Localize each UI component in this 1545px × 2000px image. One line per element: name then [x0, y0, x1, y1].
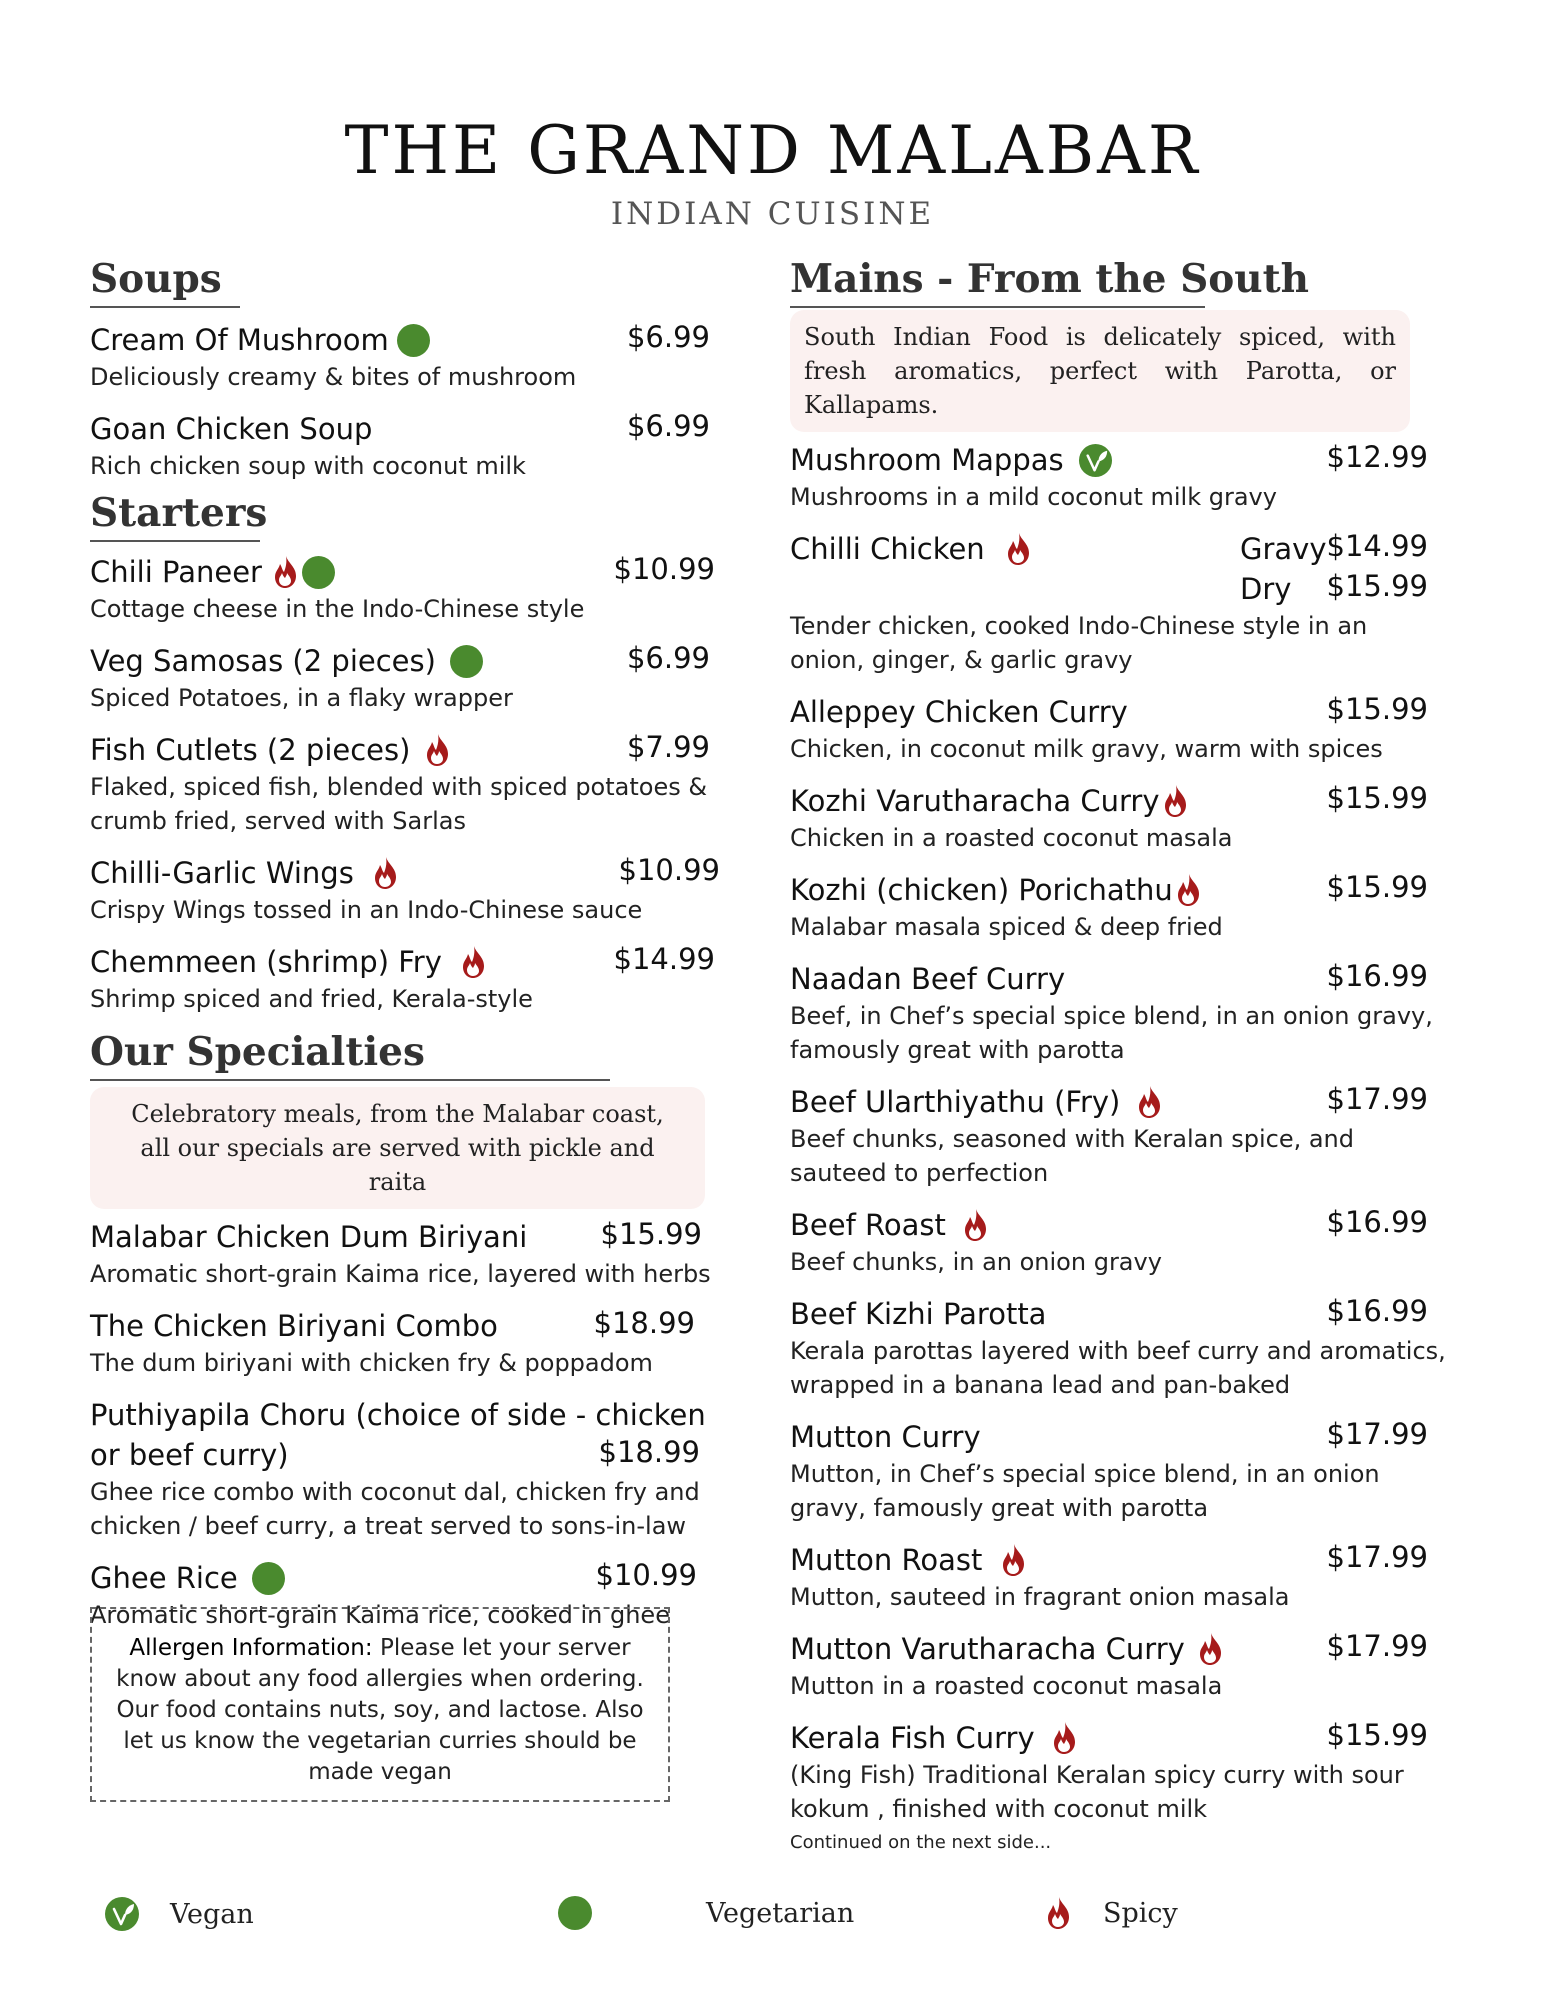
item-description: Cottage cheese in the Indo-Chinese style — [90, 595, 585, 623]
item-name: Chilli Chicken — [790, 532, 985, 566]
item-description: Beef, in Chef’s special spice blend, in an onion gravy, famously great with parotta — [790, 1002, 1433, 1064]
menu-item — [90, 942, 715, 1016]
menu-item — [790, 1082, 1430, 1190]
item-name: Beef Ularthiyathu (Fry) — [790, 1085, 1121, 1119]
item-price: $14.99 — [1326, 529, 1428, 563]
item-description: Chicken in a roasted coconut masala — [790, 824, 1233, 852]
item-name: Puthiyapila Choru (choice of side - chicken — [90, 1398, 706, 1432]
spicy-icon — [372, 856, 400, 890]
menu-item — [790, 1718, 1430, 1826]
menu-item — [90, 641, 710, 715]
item-price: $17.99 — [1326, 1417, 1428, 1451]
item-description: The dum biriyani with chicken fry & poppadom — [90, 1349, 653, 1377]
item-description: Mutton in a roasted coconut masala — [790, 1672, 1223, 1700]
item-price: $17.99 — [1326, 1629, 1428, 1663]
vegan-icon — [104, 1896, 140, 1932]
spicy-icon — [1162, 784, 1190, 818]
item-name: Cream Of Mushroom — [90, 323, 389, 357]
item-description: Crispy Wings tossed in an Indo-Chinese sauce — [90, 896, 643, 924]
menu-item — [790, 1417, 1430, 1525]
legend-label: Vegetarian — [706, 1897, 855, 1929]
item-description: Flaked, spiced fish, blended with spiced potatoes & crumb fried, served with Sarlas — [90, 773, 708, 835]
legend-label: Vegan — [170, 1898, 254, 1930]
item-price: $15.99 — [1326, 781, 1428, 815]
item-name: Kerala Fish Curry — [790, 1721, 1035, 1755]
left-column — [90, 256, 730, 1647]
vegetarian-icon — [302, 556, 335, 589]
item-description: Beef chunks, in an onion gravy — [790, 1248, 1162, 1276]
item-price: $7.99 — [626, 730, 710, 764]
item-price: $16.99 — [1326, 1205, 1428, 1239]
item-name-continued: or beef curry) — [90, 1438, 289, 1472]
spicy-icon — [1136, 1085, 1164, 1119]
item-price: $15.99 — [600, 1217, 702, 1251]
item-price: $10.99 — [595, 1558, 697, 1592]
item-name: Chemmeen (shrimp) Fry — [90, 945, 442, 979]
allergen-label: Allergen Information: — [129, 1635, 373, 1661]
item-name: Chili Paneer — [90, 555, 262, 589]
item-price: $6.99 — [626, 320, 710, 354]
item-description: Rich chicken soup with coconut milk — [90, 452, 526, 480]
menu-item — [90, 552, 715, 626]
menu-item — [790, 959, 1470, 1067]
menu-item — [90, 853, 720, 927]
item-price: $6.99 — [626, 409, 710, 443]
soups-section — [90, 256, 730, 308]
menu-item — [790, 1205, 1430, 1279]
item-price: $14.99 — [613, 942, 715, 976]
spicy-icon — [1051, 1721, 1079, 1755]
option-label: Gravy — [1240, 532, 1327, 566]
item-price: $16.99 — [1326, 1294, 1428, 1328]
menu-item — [790, 870, 1430, 944]
starters-rule — [90, 540, 260, 542]
item-description: Shrimp spiced and fried, Kerala-style — [90, 985, 533, 1013]
item-description: Mushrooms in a mild coconut milk gravy — [790, 483, 1277, 511]
item-name: Mutton Roast — [790, 1543, 983, 1577]
item-price: $6.99 — [626, 641, 710, 675]
menu-item — [90, 1217, 720, 1291]
legend-vegan — [104, 1896, 254, 1932]
item-price: $16.99 — [1326, 959, 1428, 993]
item-name: Beef Kizhi Parotta — [790, 1297, 1047, 1331]
menu-item — [90, 409, 710, 483]
menu-item — [90, 730, 720, 838]
spicy-icon — [962, 1208, 990, 1242]
spicy-icon — [1197, 1632, 1225, 1666]
restaurant-title: THE GRAND MALABAR — [344, 112, 1201, 189]
menu-item — [790, 440, 1430, 514]
starters-title: Starters — [90, 490, 268, 536]
item-description: Malabar masala spiced & deep fried — [790, 913, 1223, 941]
item-description: Mutton, sauteed in fragrant onion masala — [790, 1583, 1290, 1611]
item-name: Malabar Chicken Dum Biriyani — [90, 1220, 528, 1254]
soups-title: Soups — [90, 256, 222, 302]
vegetarian-icon — [558, 1896, 592, 1930]
specialties-note: Celebratory meals, from the Malabar coast, all our specials are served with pickle and raita — [90, 1087, 705, 1209]
item-description: Spiced Potatoes, in a flaky wrapper — [90, 684, 513, 712]
item-name: Beef Roast — [790, 1208, 946, 1242]
specialties-title: Our Specialties — [90, 1029, 425, 1075]
menu-item — [790, 781, 1430, 855]
menu-item — [90, 1395, 730, 1543]
item-price: $15.99 — [1326, 692, 1428, 726]
menu-item — [790, 1629, 1430, 1703]
continued-note: Continued on the next side... — [790, 1832, 1052, 1853]
item-description: Tender chicken, cooked Indo-Chinese style in an onion, ginger, & garlic gravy — [790, 612, 1368, 674]
spicy-icon — [460, 945, 488, 979]
spicy-icon — [1005, 532, 1033, 566]
option-label: Dry — [1240, 572, 1292, 606]
item-name: Chilli-Garlic Wings — [90, 856, 354, 890]
item-price: $15.99 — [1326, 1718, 1428, 1752]
item-price: $17.99 — [1326, 1082, 1428, 1116]
vegetarian-icon — [450, 645, 483, 678]
restaurant-subtitle: INDIAN CUISINE — [610, 196, 935, 232]
item-description: Kerala parottas layered with beef curry and aromatics, wrapped in a banana lead and pan-baked — [790, 1337, 1446, 1399]
vegetarian-icon — [252, 1562, 285, 1595]
item-price: $18.99 — [593, 1306, 695, 1340]
item-price: $17.99 — [1326, 1540, 1428, 1574]
mains-section — [790, 256, 1460, 308]
item-name: Goan Chicken Soup — [90, 412, 373, 446]
allergen-text: Please let your server know about any food allergies when ordering. Our food contains nuts, soy, and lactose. Also let us know the vegetarian curries should be made vegan — [116, 1635, 644, 1785]
item-name: Mushroom Mappas — [790, 443, 1064, 477]
menu-item — [790, 529, 1430, 677]
menu-item — [90, 320, 710, 394]
menu-item — [90, 1306, 720, 1380]
item-name: Kozhi (chicken) Porichathu — [790, 873, 1173, 907]
legend-label: Spicy — [1103, 1897, 1178, 1929]
spicy-icon — [1175, 873, 1203, 907]
spicy-icon — [272, 555, 300, 589]
item-description: Mutton, in Chef’s special spice blend, in an onion gravy, famously great with parotta — [790, 1460, 1380, 1522]
legend-spicy — [1045, 1896, 1178, 1930]
item-name: Alleppey Chicken Curry — [790, 695, 1128, 729]
specialties-section — [90, 1029, 730, 1081]
item-description: Chicken, in coconut milk gravy, warm with spices — [790, 735, 1383, 763]
specialties-rule — [90, 1079, 610, 1081]
item-name: Veg Samosas (2 pieces) — [90, 644, 436, 678]
mains-title: Mains - From the South — [790, 256, 1309, 302]
right-column — [790, 256, 1460, 1841]
menu-item — [790, 692, 1430, 766]
item-name: Mutton Curry — [790, 1420, 981, 1454]
item-price: $15.99 — [1326, 569, 1428, 603]
item-name: Fish Cutlets (2 pieces) — [90, 733, 411, 767]
item-price: $10.99 — [618, 853, 720, 887]
mains-note: South Indian Food is delicately spiced, with fresh aromatics, perfect with Parotta, or Kallapams. — [790, 310, 1410, 432]
item-description: Beef chunks, seasoned with Keralan spice, and sauteed to perfection — [790, 1125, 1354, 1187]
starters-section — [90, 490, 730, 542]
menu-item — [790, 1294, 1470, 1402]
vegan-icon — [1078, 443, 1113, 478]
item-description: Aromatic short-grain Kaima rice, cooked in ghee — [90, 1601, 670, 1629]
item-price: $15.99 — [1326, 870, 1428, 904]
item-name: Naadan Beef Curry — [790, 962, 1066, 996]
spicy-icon — [424, 733, 452, 767]
spicy-icon — [1045, 1896, 1073, 1930]
soups-rule — [90, 306, 240, 308]
item-name: Kozhi Varutharacha Curry — [790, 784, 1160, 818]
item-description: Aromatic short-grain Kaima rice, layered with herbs — [90, 1260, 711, 1288]
item-description: Deliciously creamy & bites of mushroom — [90, 363, 577, 391]
item-name: The Chicken Biriyani Combo — [90, 1309, 498, 1343]
item-name: Ghee Rice — [90, 1561, 238, 1595]
item-price: $10.99 — [613, 552, 715, 586]
item-description: Ghee rice combo with coconut dal, chicken fry and chicken / beef curry, a treat served to sons-in-law — [90, 1478, 700, 1540]
vegetarian-icon — [397, 324, 430, 357]
item-description: (King Fish) Traditional Keralan spicy curry with sour kokum , finished with coconut milk — [790, 1761, 1404, 1823]
item-price: $18.99 — [598, 1435, 700, 1469]
menu-item — [790, 1540, 1430, 1614]
spicy-icon — [1000, 1543, 1028, 1577]
legend-vegetarian — [558, 1896, 854, 1930]
item-price: $12.99 — [1326, 440, 1428, 474]
mains-rule — [790, 306, 1205, 308]
item-name: Mutton Varutharacha Curry — [790, 1632, 1185, 1666]
allergen-box — [90, 1607, 670, 1802]
